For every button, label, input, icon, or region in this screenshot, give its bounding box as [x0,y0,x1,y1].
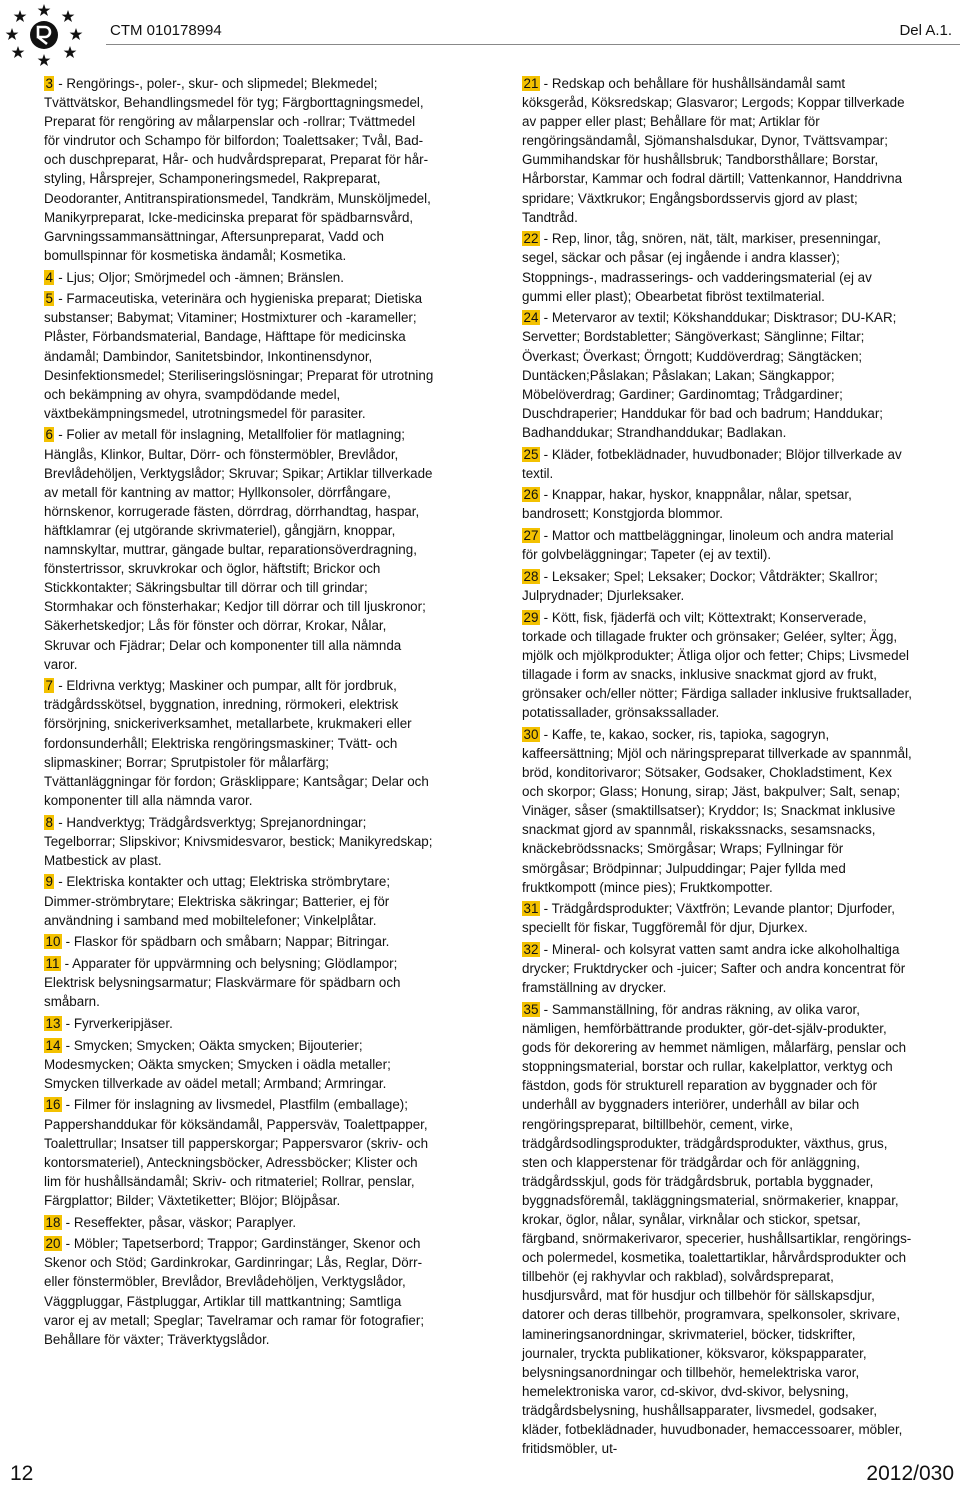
class-number: 3 [45,76,53,91]
class-number: 8 [45,814,53,830]
class-number: 27 [523,528,539,544]
class-description: - Knappar, hakar, hyskor, knappnålar, nålar, spetsar, bandrosett; Konstgjorda blommor. [522,487,852,522]
class-number: 20 [45,1236,61,1252]
class-description: - Smycken; Smycken; Oäkta smycken; Bijouterier; Modesmycken; Oäkta smycken; Smycken i oädla metaller; Smycken tillverkade av oädel metall; Armband; Armringar. [44,1037,391,1091]
right-column [522,74,912,1461]
class-entry [44,1095,434,1210]
class-description: - Folier av metall för inslagning, Metallfolier för matlagning; Hänglås, Klinkor, Bultar, Dörr- och fönstermöbler, Brevlådor, Brevlådehöljen, Verktygslådor; Skruvar; Spikar; Artiklar tillverkade av metall för kantning av mattor; Hyllkonsoler, dörrfångare, hörnskenor, korrugerade fästen, dörrdrag, dörrhandtag, haspar, häftklamrar (ej utgörande skrivmateriel), gångjärn, knoppar, namnskyltar, muttrar, gängade bultar, reparationsöverdragning, fönstertrissor, skruvkrokar och öglor, häftstift; Brickor och Stickkontakter; Säkringsbultar till dörrar och till grindar; Stormhakar och fönsterhakar; Kedjor till dörrar och till ljuskronor; Säkerhetskedjor; Lås för fönster och dörrar, Krokar, Nålar, Skruvar och Fjädrar; Delar och komponenter till alla nämnda varor. [44,427,433,672]
class-description: - Kläder, fotbeklädnader, huvudbonader; Blöjor tillverkade av textil. [522,446,902,481]
class-entry [522,567,912,605]
class-number: 7 [45,678,53,694]
class-number: 21 [523,76,539,91]
class-number: 13 [45,1015,61,1031]
class-entry [522,899,912,937]
class-description: - Kött, fisk, fjäderfä och vilt; Köttextrakt; Konserverade, torkade och tillagade frukter och grönsaker; Geléer, sylter; Ägg, mjölk och mjölkprodukter; Ätliga oljor och fetter; Chips; Livsmedel tillagade i form av snacks, inklusive snackmat gjord av frukt, grönsaker och/eller nötter; Färdiga sallader inklusive fruktsallader, potatissallader, grönsakssallader. [522,609,913,721]
class-entry [522,526,912,564]
class-description: - Rep, linor, tåg, snören, nät, tält, markiser, presenningar, segel, säckar och påsar (ej ingående i andra klasser); Stoppnings-, madrasserings- och vadderingsmaterial (ej av gummi eller plast); Obearbetat fibröst textilmaterial. [522,231,881,304]
class-entry [522,229,912,305]
class-description: - Trädgårdsprodukter; Växtfrön; Levande plantor; Djurfoder, speciellt för fiskar, Tuggföremål för djur, Djurkex. [522,901,895,936]
class-number: 28 [523,568,539,584]
class-number: 32 [523,942,539,958]
class-description: - Flaskor för spädbarn och småbarn; Nappar; Bitringar. [65,934,390,950]
class-number: 18 [45,1214,61,1230]
class-description: - Handverktyg; Trädgårdsverktyg; Sprejanordningar; Tegelborrar; Slipskivor; Knivsmidesvaror, bestick; Manikyredskap; Matbestick av plast. [44,814,433,868]
class-entry [44,1234,434,1349]
class-number: 9 [45,874,53,890]
class-entry [522,725,912,897]
class-description: - Leksaker; Spel; Leksaker; Dockor; Våtdräkter; Skallror; Julprydnader; Djurleksaker. [522,568,878,603]
class-number: 29 [523,609,539,625]
class-description: - Apparater för uppvärmning och belysning; Glödlampor; Elektrisk belysningsarmatur; Flaskvärmare för spädbarn och småbarn. [44,955,401,1010]
header-rule [106,44,960,45]
class-entry [522,608,912,723]
class-description: - Möbler; Tapetserbord; Trappor; Gardinstänger, Skenor och Skenor och Stöd; Gardinkrokar, Gardinringar; Lås, Reglar, Dörr- eller fönstermöbler, Brevlådor, Brevlådehöljen, Verktygslådor, Väggpluggar, Fästpluggar, Artiklar till mattkantning; Samtliga varor ej av metall; Speglar; Tavelramar och ramar för fotografier; Behållare för växter; Träverktygslådor. [44,1236,425,1347]
class-entry [522,940,912,997]
class-description: - Redskap och behållare för hushållsändamål samt köksgeråd, Köksredskap; Glasvaror; Lergods; Koppar tillverkade av papper eller plast; Behållare för mat; Artiklar för rengöringsändamål, Sjömanshalsdukar, Dynor, Tvättsvampar; Gummihandskar för hushållsbruk; Tandborsthållare; Borstar, Hårborstar, Kammar och fodral därtill; Vattenkannor, Handdrivna spridare; Växtkrukor; Engångsbordsservis gjord av plast; Tandtråd. [522,76,905,225]
class-number: 22 [523,231,539,247]
class-number: 10 [45,934,61,950]
class-entry [522,74,912,227]
page-number: 12 [10,1462,34,1485]
class-description: - Elektriska kontakter och uttag; Elektriska strömbrytare; Dimmer-strömbrytare; Elektriska säkringar; Batterier, ej för användning i samband med mobiltelefoner; Vinkelplåtar. [44,874,391,928]
class-description: - Sammanställning, för andras räkning, av olika varor, nämligen, hemförbättrande produkter, gör-det-själv-produkter, gods för dekorering av hemmet nämligen, målarfärg, penslar och stoppningsmaterial, borstar och rullar, kakelplattor, verktyg och fästdon, gods för strukturell reparation av byggnader och för underhåll av byggnaders interiörer, underhåll av bilar och rengöringspreparat, biltillbehör, cement, virke, trädgårdsodlingsprodukter, trädgårdsprodukter, växthus, grus, sten och klapperstenar för trädgårdar och för anläggning, trädgårdsskjul, gods för trädgårdsbruk, portabla byggnader, byggnadsföremål, takläggningsmaterial, snörmakerier, knappar, krokar, öglor, nålar, synålar, virknålar och stickor, spetsar, färgband, snörmakerivaror, specerier, hushållsartiklar, rengörings- och polermedel, kosmetika, toalettartiklar, hårvårdsprodukter och tillbehör (ej rakhyvlar och rakblad), solvårdspreparat, husdjursvård, mat för husdjur och tillbehör för sällskapsdjur, datorer och deras tillbehör, programvara, spelkonsoler, skrivare, lamineringsanordningar, skrivmateriel, böcker, tidskrifter, journaler, tryckta publikationer, köksvaror, kökspapparater, belysningsanordningar och tillbehör, hemelektriska varor, hemelektroniska varor, cd-skivor, dvd-skivor, belysning, trädgårdsbelysning, hushållsapparater, livsmedel, godsaker, kläder, fotbeklädnader, huvudbonader, hemaccessoarer, möbler, fritidsmöbler, ut- [522,1001,912,1457]
class-description: - Rengörings-, poler-, skur- och slipmedel; Blekmedel; Tvättvätskor, Behandlingsmedel för tyg; Färgborttagningsmedel, Preparat för rengöring av målarpenslar och -rollrar; Tvättmedel för vindrutor och Schampo för bilfordon; Toalettsaker; Tvål, Bad- och duschpreparat, Hår- och hudvårdspreparat, Preparat för hår-styling, Hårsprejer, Schamponeringsmedel, Rakpreparat, Deodoranter, Antitranspirationsmedel, Tandkräm, Munsköljmedel, Manikyrpreparat, Icke-medicinska preparat för spädbarnsvård, Garvningssammansättningar, Aftersunpreparat, Vadd och bomullspinnar för kosmetiska ändamål; Kosmetika. [44,76,431,263]
class-entry [44,268,434,287]
class-number: 31 [523,901,539,917]
class-description: - Mattor och mattbeläggningar, linoleum och andra material för golvbeläggningar; Tapeter (ej av textil). [522,528,894,563]
class-entry [44,74,434,265]
class-description: - Filmer för inslagning av livsmedel, Plastfilm (emballage); Pappershanddukar för köksändamål, Pappersväv, Toalettpapper, Toalettrullar; Insatser till papperskorgar; Pappersvaror (skriv- och kontorsmateriel), Anteckningsböcker, Adressböcker; Klister och lim för hushållsändamål; Skriv- och ritmateriel; Rollrar, penslar, Färgplattor; Bilder; Växtetiketter; Blöjor; Blöjpåsar. [44,1097,429,1208]
document-id: CTM 010178994 [110,22,222,39]
left-column [44,74,434,1351]
class-number: 26 [523,487,539,503]
class-entry [522,485,912,523]
class-number: 4 [45,269,53,285]
class-entry [44,1213,434,1232]
class-number: 25 [523,446,539,462]
class-entry [44,1014,434,1033]
class-description: - Mineral- och kolsyrat vatten samt andra icke alkoholhaltiga drycker; Fruktdrycker och -juicer; Safter och andra koncentrat för framställning av drycker. [522,942,906,996]
class-description: - Kaffe, te, kakao, socker, ris, tapioka, sagogryn, kaffeersättning; Mjöl och näringspreparat tillverkade av spannmål, bröd, konditorivaror; Sötsaker, Godsaker, Chokladstiment, Kex och skorpor; Glass; Honung, sirap; Jäst, bakpulver; Salt, senap; Vinäger, såser (smaktillsatser); Kryddor; Is; Snackmat inklusive snackmat gjord av spannmål, riskakssnacks, sesamsnacks, knäckebrödssnacks; Smörgåsar; Wraps; Fyllningar för smörgåsar; Brödpinnar; Julpuddingar; Pajer fyllda med fruktkompott (mince pies); Fruktkompotter. [522,726,912,895]
class-description: - Ljus; Oljor; Smörjmedel och -ämnen; Bränslen. [58,269,344,285]
class-entry [44,425,434,673]
class-description: - Reseffekter, påsar, väskor; Paraplyer. [65,1214,297,1230]
class-entry [44,289,434,423]
class-entry [44,1036,434,1093]
issue-number: 2012/030 [866,1462,954,1485]
class-description: - Metervaror av textil; Kökshanddukar; Disktrasor; DU-KAR; Servetter; Bordstabletter; Sängöverkast; Sänglinne; Filtar; Överkast; Överkast; Örngott; Kuddöverdrag; Sängtäcken; Duntäcken;Påslakan; Påslakan; Lakan; Sängkappor; Möbelöverdrag; Gardiner; Gardinomtag; Trådgardiner; Duschdraperier; Handdukar för bad och badrum; Handdukar; Badhanddukar; Strandhanddukar; Badlakan. [522,310,897,440]
class-number: 24 [523,310,539,326]
class-description: - Fyrverkeripjäser. [65,1015,173,1031]
part-label: Del A.1. [899,22,952,39]
class-number: 35 [523,1001,539,1017]
class-entry [44,932,434,951]
eu-trademark-office-logo [4,2,100,66]
class-number: 5 [45,291,53,307]
class-entry [44,872,434,929]
class-entry [522,445,912,483]
class-entry [522,1000,912,1458]
class-description: - Farmaceutiska, veterinära och hygieniska preparat; Dietiska substanser; Babymat; Vitaminer; Hostmixturer och -karameller; Plåster, Förbandsmaterial, Bandage, Häfttape för medicinska ändamål; Dambindor, Sanitetsbindor, Inkontinensdynor, Desinfektionsmedel; Steriliseringslösningar; Preparat för utrotning och bekämpning av ohyra, svampdödande medel, växtbekämpningsmedel, utrotningsmedel för parasiter. [44,291,434,421]
class-entry [44,954,434,1011]
class-entry [522,308,912,442]
class-number: 14 [45,1037,61,1053]
class-number: 16 [45,1097,61,1113]
class-description: - Eldrivna verktyg; Maskiner och pumpar, allt för jordbruk, trädgårdsskötsel, byggnation, inredning, rörmokeri, elektrisk försörjning, snickeriverksamhet, metallarbete, krukmakeri eller fordonsunderhåll; Elektriska rengöringsmaskiner; Tvätt- och slipmaskiner; Borrar; Sprutpistoler för målarfärg; Tvättanläggningar för fordon; Gräsklippare; Kantsågar; Delar och komponenter till alla nämnda varor. [44,678,429,808]
class-number: 11 [45,955,60,971]
class-entry [44,676,434,810]
class-entry [44,813,434,870]
class-number: 30 [523,726,539,742]
class-number: 6 [45,427,53,443]
